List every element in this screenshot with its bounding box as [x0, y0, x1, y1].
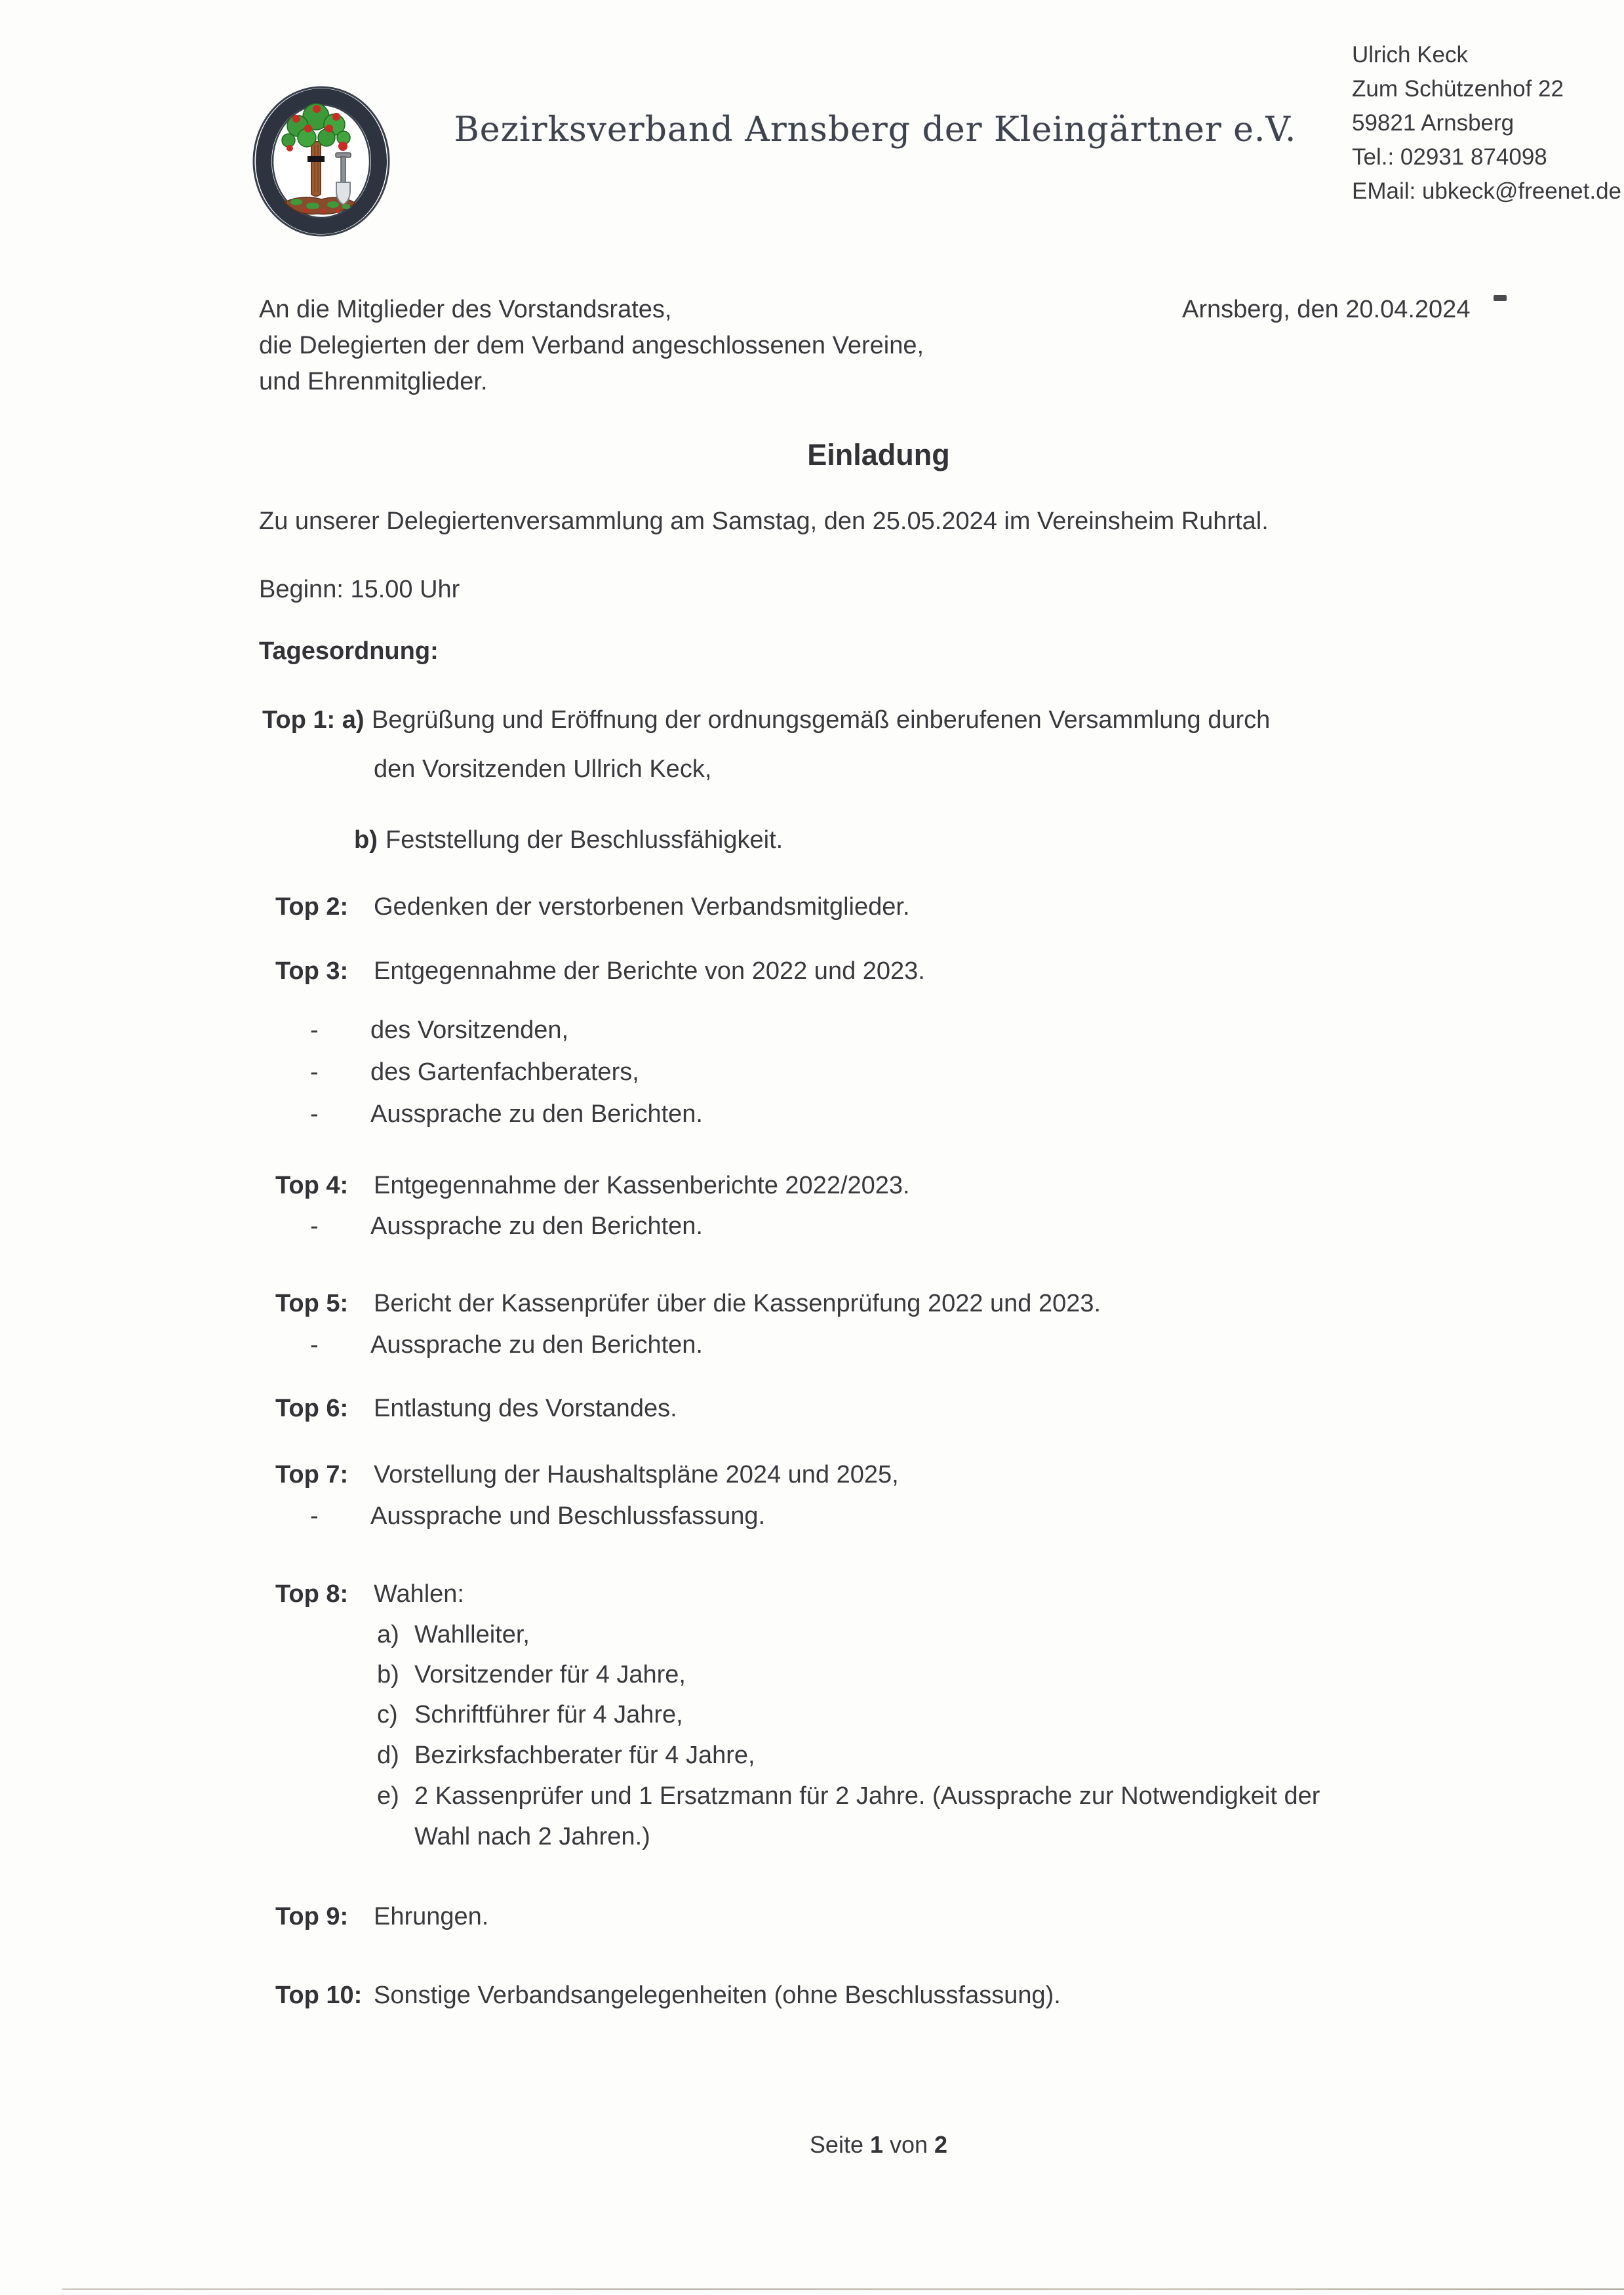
agenda-top2-label: Top 2: [275, 893, 349, 921]
agenda-top8-e-text: 2 Kassenprüfer und 1 Ersatzmann für 2 Jahre. (Aussprache zur Notwendigkeit der [414, 1782, 1320, 1810]
agenda-top4-text: Entgegennahme der Kassenberichte 2022/2023. [374, 1172, 910, 1199]
agenda-top5-label: Top 5: [275, 1290, 349, 1317]
agenda-title: Tagesordnung: [259, 637, 439, 665]
agenda-top8-text: Wahlen: [374, 1580, 464, 1608]
contact-email: EMail: ubkeck@freenet.de [1352, 178, 1622, 204]
agenda-top8-b-label: b) [377, 1661, 399, 1688]
agenda-top8-c-label: c) [377, 1701, 398, 1728]
agenda-top8-item-b [377, 1660, 686, 1691]
agenda-top2-text: Gedenken der verstorbenen Verbandsmitglieder. [374, 893, 910, 921]
agenda-top4-bullet1-text: Aussprache zu den Berichten. [370, 1212, 703, 1240]
agenda-top1b-label: b) [354, 826, 378, 854]
agenda-top10-line [275, 1980, 1061, 2012]
agenda-top8-item-a [377, 1620, 530, 1651]
page-footer [259, 2131, 1498, 2159]
contact-city: 59821 Arnsberg [1352, 110, 1515, 136]
agenda-top7-line [275, 1460, 899, 1491]
agenda-top9-line [275, 1902, 488, 1933]
agenda-top8-e-label: e) [377, 1782, 399, 1810]
agenda-top10-label: Top 10: [275, 1982, 363, 2009]
agenda-top3-bullet-1 [310, 1015, 568, 1047]
agenda-top8-a-text: Wahlleiter, [414, 1621, 530, 1648]
dateline: Arnsberg, den 20.04.2024 [1182, 296, 1471, 323]
agenda-top8-label: Top 8: [275, 1580, 349, 1608]
agenda-top5-text: Bericht der Kassenprüfer über die Kassenprüfung 2022 und 2023. [374, 1290, 1101, 1317]
contact-block [1352, 38, 1621, 209]
agenda-top6-line [275, 1393, 677, 1425]
begin-line: Beginn: 15.00 Uhr [259, 576, 460, 603]
agenda-top7-bullet-1 [310, 1501, 765, 1532]
footer-current-page: 1 [869, 2131, 883, 2158]
agenda-top7-bullet1-text: Aussprache und Beschlussfassung. [370, 1502, 766, 1530]
agenda-top8-b-text: Vorsitzender für 4 Jahre, [414, 1661, 686, 1688]
agenda-top1-label: Top 1: a) [262, 706, 365, 734]
agenda-top9-label: Top 9: [275, 1903, 349, 1930]
agenda-top8-item-e [377, 1781, 1320, 1812]
agenda-top7-text: Vorstellung der Haushaltspläne 2024 und 2025, [374, 1461, 899, 1488]
agenda-top2-line [275, 892, 910, 923]
agenda-top6-label: Top 6: [275, 1395, 349, 1422]
letter-heading: Einladung [807, 438, 950, 471]
agenda-top3-label: Top 3: [275, 957, 349, 985]
intro-line: Zu unserer Delegiertenversammlung am Samstag, den 25.05.2024 im Vereinsheim Ruhrtal. [259, 508, 1269, 535]
emblem-tree-trunk [311, 142, 321, 196]
agenda-top1-text: Begrüßung und Eröffnung der ordnungsgemäß einberufenen Versammlung durch [372, 706, 1271, 734]
agenda-top8-d-text: Bezirksfachberater für 4 Jahre, [414, 1742, 755, 1769]
recipient-line-1: An die Mitglieder des Vorstandsrates, [259, 296, 672, 323]
scan-artifact-bottom-line [62, 2288, 1624, 2290]
footer-total-pages: 2 [934, 2131, 948, 2158]
bullet-dash: - [310, 1100, 319, 1128]
agenda-top1b-text: Feststellung der Beschlussfähigkeit. [386, 826, 783, 854]
emblem-trunk-band [307, 156, 325, 162]
agenda-top9-text: Ehrungen. [374, 1903, 489, 1930]
agenda-top8-item-d [377, 1740, 755, 1772]
agenda-top1-line2: den Vorsitzenden Ullrich Keck, [374, 755, 712, 783]
agenda-top8-d-label: d) [377, 1742, 399, 1769]
agenda-top6-text: Entlastung des Vorstandes. [374, 1395, 677, 1422]
agenda-top8-c-text: Schriftführer für 4 Jahre, [414, 1701, 683, 1728]
bullet-dash: - [310, 1212, 319, 1240]
bullet-dash: - [310, 1058, 319, 1086]
bullet-dash: - [310, 1016, 319, 1044]
bullet-dash: - [310, 1502, 319, 1530]
footer-word-of: von [890, 2131, 928, 2158]
scan-artifact-dash [1494, 295, 1507, 301]
agenda-top8-item-e-line2: Wahl nach 2 Jahren.) [414, 1823, 650, 1850]
agenda-top1b-line [354, 825, 783, 856]
contact-name: Ulrich Keck [1352, 42, 1468, 68]
bullet-dash: - [310, 1331, 319, 1359]
agenda-top3-bullet-3 [310, 1099, 703, 1130]
org-title: Bezirksverband Arnsberg der Kleingärtner e.V. [454, 110, 1297, 150]
agenda-top7-label: Top 7: [275, 1461, 349, 1488]
agenda-top5-line [275, 1288, 1101, 1320]
agenda-top10-text: Sonstige Verbandsangelegenheiten (ohne Beschlussfassung). [374, 1982, 1061, 2009]
agenda-top8-line [275, 1579, 464, 1610]
contact-street: Zum Schützenhof 22 [1352, 76, 1564, 102]
contact-phone: Tel.: 02931 874098 [1352, 144, 1547, 170]
agenda-top5-bullet1-text: Aussprache zu den Berichten. [370, 1331, 703, 1359]
recipient-line-3: und Ehrenmitglieder. [259, 368, 488, 395]
agenda-top3-bullet3-text: Aussprache zu den Berichten. [370, 1100, 703, 1128]
agenda-top3-text: Entgegennahme der Berichte von 2022 und 2023. [374, 957, 925, 985]
agenda-top8-a-label: a) [377, 1621, 399, 1648]
agenda-top1-line1 [262, 705, 1270, 736]
agenda-top8-item-c [377, 1700, 683, 1731]
agenda-top3-bullet1-text: des Vorsitzenden, [370, 1016, 569, 1044]
agenda-top3-line [275, 956, 925, 988]
agenda-top4-line [275, 1170, 910, 1202]
club-emblem-logo [250, 83, 392, 240]
agenda-top5-bullet-1 [310, 1330, 703, 1361]
agenda-top3-bullet2-text: des Gartenfachberaters, [370, 1058, 639, 1086]
agenda-top3-bullet-2 [310, 1057, 639, 1088]
recipient-line-2: die Delegierten der dem Verband angeschlossenen Vereine, [259, 332, 924, 359]
agenda-top4-bullet-1 [310, 1211, 703, 1243]
footer-word-page: Seite [809, 2131, 863, 2158]
agenda-top4-label: Top 4: [275, 1172, 349, 1199]
